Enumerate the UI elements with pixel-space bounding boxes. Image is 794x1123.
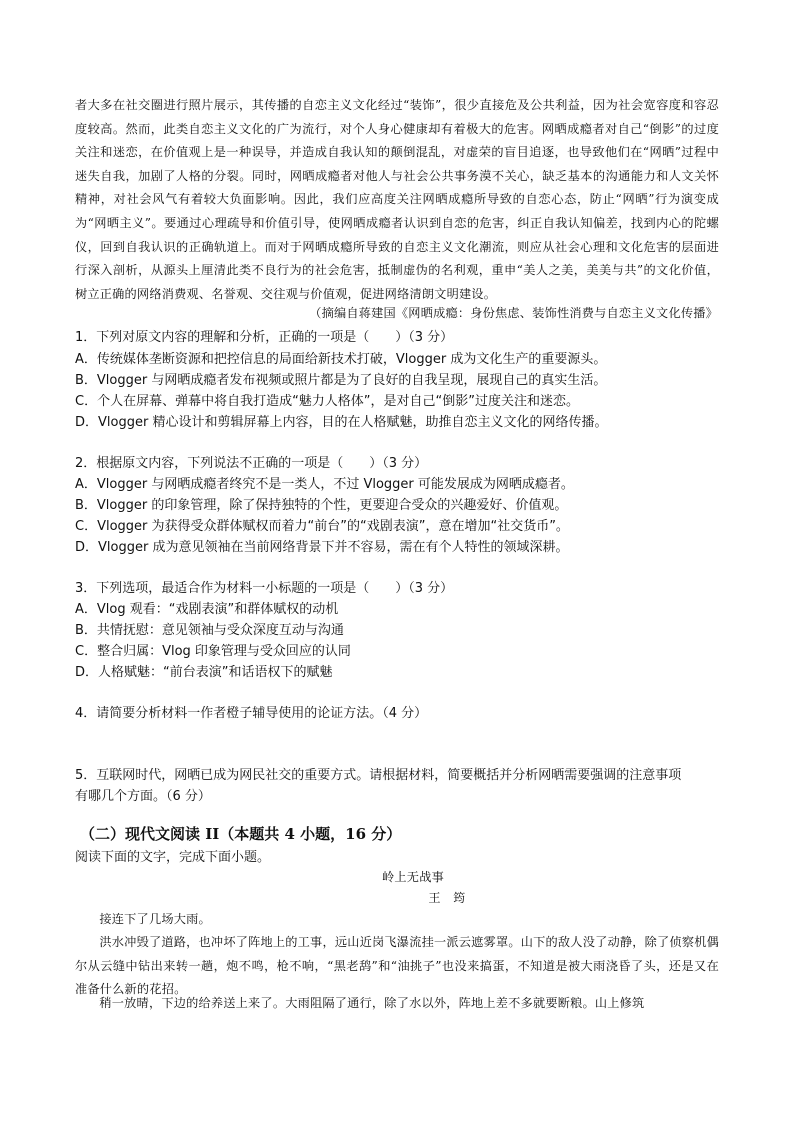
q2-stem: 2．根据原文内容，下列说法不正确的一项是（ ）（3 分） <box>75 456 428 471</box>
source-citation: （摘编自蒋建国《网晒成瘾：身份焦虑、装饰性消费与自恋主义文化传播》 <box>309 306 718 320</box>
material1-paragraph: 者大多在社交圈进行照片展示，其传播的自恋主义文化经过“装饰”，很少直接危及公共利益，因为社会宽容度和容忍度较高。然而，此类自恋主义文化的广为流行，对个人身心健康却有着极大的危害。网晒成瘾者对自己“倒影”的过度关注和迷恋，在价值观上是一种误导，并造成自我认知的颠倒混乱，对虚荣的盲目追逐，也导致他们在“网晒”过程中迷失自我，加剧了人格的分裂。同时，网晒成瘾者对他人与社会公共事务漠不关心，缺乏基本的沟通能力和人文关怀精神，对社会风气有着较大负面影响。因此，我们应高度关注网晒成瘾所导致的自恋心态，防止“网晒”行为演变成为“网晒主义”。要通过心理疏导和价值引导，使网晒成瘾者认识到自恋的危害，纠正自我认知偏差，找到内心的陀螺仪，回到自我认识的正确轨道上。而对于网晒成瘾所导致的自恋主义文化潮流，则应从社会心理和文化危害的层面进行深入剖析，从源头上厘清此类不良行为的社会危害，抵制虚伪的名利观，重申“美人之美，美美与共”的文化价值，树立正确的网络消费观、名誉观、交往观与价值观，促进网络清朗文明建设。 <box>75 98 719 301</box>
q5-stem-line1: 5．互联网时代，网晒已成为网民社交的重要方式。请根据材料，简要概括并分析网晒需要强调的注意事项 <box>75 768 682 783</box>
q1-option-b: B．Vlogger 与网晒成瘾者发布视频或照片都是为了良好的自我呈现，展现自己的真实生活。 <box>75 373 607 388</box>
section2-instruction: 阅读下面的文字，完成下面小题。 <box>75 850 271 865</box>
q2-option-c: C．Vlogger 为获得受众群体赋权而着力“前台”的“戏剧表演”，意在增加“社交货币”。 <box>75 519 569 534</box>
story-title: 岭上无战事 <box>382 870 444 884</box>
q2-option-a: A．Vlogger 与网晒成瘾者终究不是一类人，不过 Vlogger 可能发展成为网晒成瘾者。 <box>75 477 574 492</box>
story-paragraph-2: 洪水冲毁了道路，也冲坏了阵地上的工事，远山近岗飞瀑流挂一派云遮雾罩。山下的敌人没了动静，除了侦察机偶尔从云缝中钻出来转一趟，炮不鸣，枪不响，“黑老鸹”和“油挑子”也没来搞蛋，不知道是被大雨浇昏了头，还是又在准备什么新的花招。 <box>75 935 719 997</box>
q4-stem: 4．请简要分析材料一作者橙子辅导使用的论证方法。（4 分） <box>75 706 428 721</box>
q1-stem: 1．下列对原文内容的理解和分析，正确的一项是（ ）（3 分） <box>75 330 454 345</box>
q1-option-a: A．传统媒体垄断资源和把控信息的局面给新技术打破，Vlogger 成为文化生产的重要源头。 <box>75 352 607 367</box>
q3-option-a: A．Vlog 观看：“戏剧表演”和群体赋权的动机 <box>75 602 339 617</box>
story-paragraph-3: 稍一放晴，下边的给养送上来了。大雨阻隔了通行，除了水以外，阵地上差不多就要断粮。山上修筑 <box>99 996 645 1010</box>
q3-option-c: C．整合归属：Vlog 印象管理与受众回应的认同 <box>75 644 351 659</box>
section2-heading: （二）现代文阅读 II（本题共 4 小题，16 分） <box>80 825 402 843</box>
q3-option-b: B．共情抚慰：意见领袖与受众深度互动与沟通 <box>75 623 344 638</box>
story-author: 王 筠 <box>428 891 466 905</box>
q5-stem-line2: 有哪几个方面。（6 分） <box>75 789 211 804</box>
q2-option-d: D．Vlogger 成为意见领袖在当前网络背景下并不容易，需在有个人特性的领域深耕。 <box>75 540 569 555</box>
q1-option-d: D．Vlogger 精心设计和剪辑屏幕上内容，目的在人格赋魅，助推自恋主义文化的网络传播。 <box>75 415 608 430</box>
q3-stem: 3．下列选项，最适合作为材料一小标题的一项是（ ）（3 分） <box>75 581 454 596</box>
story-paragraph-1: 接连下了几场大雨。 <box>99 912 211 926</box>
q1-option-c: C．个人在屏幕、弹幕中将自我打造成“魅力人格体”，是对自己“倒影”过度关注和迷恋。 <box>75 394 580 409</box>
q3-option-d: D．人格赋魅：“前台表演”和话语权下的赋魅 <box>75 665 333 680</box>
q2-option-b: B．Vlogger 的印象管理，除了保持独特的个性，更要迎合受众的兴趣爱好、价值观。 <box>75 498 568 513</box>
